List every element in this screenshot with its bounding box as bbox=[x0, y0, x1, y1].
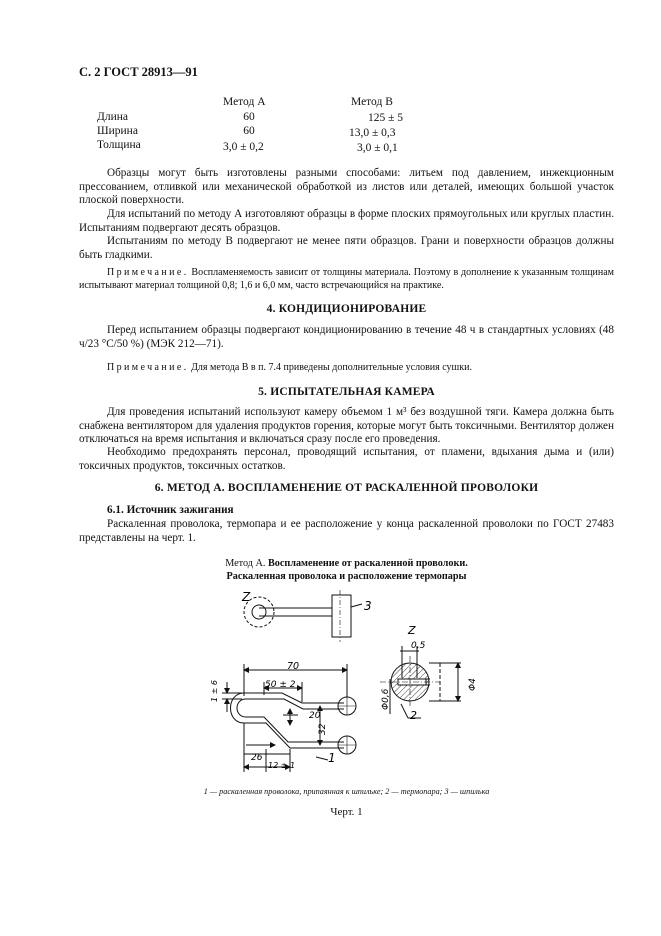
paragraph: Раскаленная проволока, термопара и ее расположение у конца раскаленной проволоки по ГОСТ 27483 представлены на черт. 1. bbox=[79, 518, 614, 544]
label-z: Z bbox=[242, 590, 251, 604]
label-1: 1 bbox=[328, 751, 336, 765]
note-label: Примечание. bbox=[107, 267, 189, 278]
caption-prefix: Метод А. bbox=[225, 558, 268, 569]
section-title: 6. МЕТОД А. ВОСПЛАМЕНЕНИЕ ОТ РАСКАЛЕННОЙ ПРОВОЛОКИ bbox=[154, 482, 539, 494]
paragraph: Для проведения испытаний используют камеру объемом 1 м³ без воздушной тяги. Камера должна быть снабжена вентилятором для удаления продуктов горения, которые могут быть токсичными. Вентилятор должен отключаться на время испытания и включаться сразу после его проведения. bbox=[79, 406, 614, 446]
paragraph: Перед испытанием образцы подвергают кондиционированию в течение 48 ч в стандартных условиях (48 ч/23 °С/50 %) (МЭК 212—71). bbox=[79, 324, 614, 350]
dim-d06: Φ0,6 bbox=[381, 688, 391, 710]
top-view bbox=[244, 590, 362, 642]
table-row-label: Длина bbox=[97, 111, 128, 123]
dim-26: 26 bbox=[251, 753, 263, 763]
figure-legend: 1 — раскаленная проволока, припаянная к шпильке; 2 — термопара; 3 — шпилька bbox=[203, 787, 490, 796]
page-header: С. 2 ГОСТ 28913—91 bbox=[79, 65, 198, 79]
table-cell: 13,0 ± 0,3 bbox=[349, 127, 396, 139]
table-cell: 3,0 ± 0,1 bbox=[357, 142, 398, 154]
dim-20: 20 bbox=[309, 711, 321, 721]
section-title: 4. КОНДИЦИОНИРОВАНИЕ bbox=[266, 303, 427, 315]
label-z: Z bbox=[408, 624, 416, 637]
label-3: 3 bbox=[364, 599, 372, 613]
caption-bold: Воспламенение от раскаленной проволоки. bbox=[267, 558, 468, 569]
label-2: 2 bbox=[410, 709, 417, 722]
table-row-label: Толщина bbox=[97, 139, 141, 151]
note-label: Примечание. bbox=[107, 362, 189, 373]
detail-circle bbox=[252, 605, 266, 619]
table-cell: 60 bbox=[243, 111, 255, 123]
paragraph: Образцы могут быть изготовлены разными способами: литьем под давлением, инжекционным прессованием, отливкой или механической обработкой из листов или деталей, имеющих большой участок плоской поверхности. bbox=[79, 167, 614, 207]
table-cell: 3,0 ± 0,2 bbox=[223, 141, 264, 153]
dim-12: 12 ± 1 bbox=[268, 761, 296, 770]
detail-z-view bbox=[380, 646, 461, 718]
paragraph: Для испытаний по методу А изготовляют образцы в форме плоских прямоугольных или круглых пластин. Испытаниям подвергают десять образцов. bbox=[79, 208, 614, 234]
dim-32: 32 bbox=[318, 723, 328, 735]
dim-70: 70 bbox=[287, 661, 300, 672]
dim-50: 50 ± 2 bbox=[265, 680, 296, 690]
dim-1-6: 1 ± 6 bbox=[210, 680, 219, 702]
dim-d4: Φ4 bbox=[468, 678, 478, 691]
note-text: Воспламеняемость зависит от толщины материала. Поэтому в дополнение к указанным толщинам испытывают материал толщиной 0,8; 1,6 и 6,0 мм, часто встречающийся на практике. bbox=[79, 267, 614, 291]
table-cell: 125 ± 5 bbox=[368, 112, 404, 124]
table-cell: 60 bbox=[243, 125, 255, 137]
subsection-title: 6.1. Источник зажигания bbox=[107, 504, 234, 516]
table-col-b: Метод В bbox=[351, 96, 393, 108]
paragraph: Испытаниям по методу В подвергают не менее пяти образцов. Грани и поверхности образцов должны быть гладкими. bbox=[79, 235, 614, 261]
caption-line2: Раскаленная проволока и расположение термопары bbox=[226, 571, 467, 582]
table-col-a: Метод А bbox=[223, 96, 266, 108]
table-row-label: Ширина bbox=[97, 125, 138, 137]
section-title: 5. ИСПЫТАТЕЛЬНАЯ КАМЕРА bbox=[258, 386, 435, 398]
paragraph: Необходимо предохранять персонал, проводящий испытания, от пламени, вдыхания дыма и (или) токсичных продуктов, токсичных остатков. bbox=[79, 446, 614, 472]
stud bbox=[332, 595, 351, 637]
figure-number: Черт. 1 bbox=[330, 806, 363, 818]
dim-0-5: 0,5 bbox=[411, 641, 426, 651]
note-text: Для метода В в п. 7.4 приведены дополнительные условия сушки. bbox=[188, 362, 472, 373]
